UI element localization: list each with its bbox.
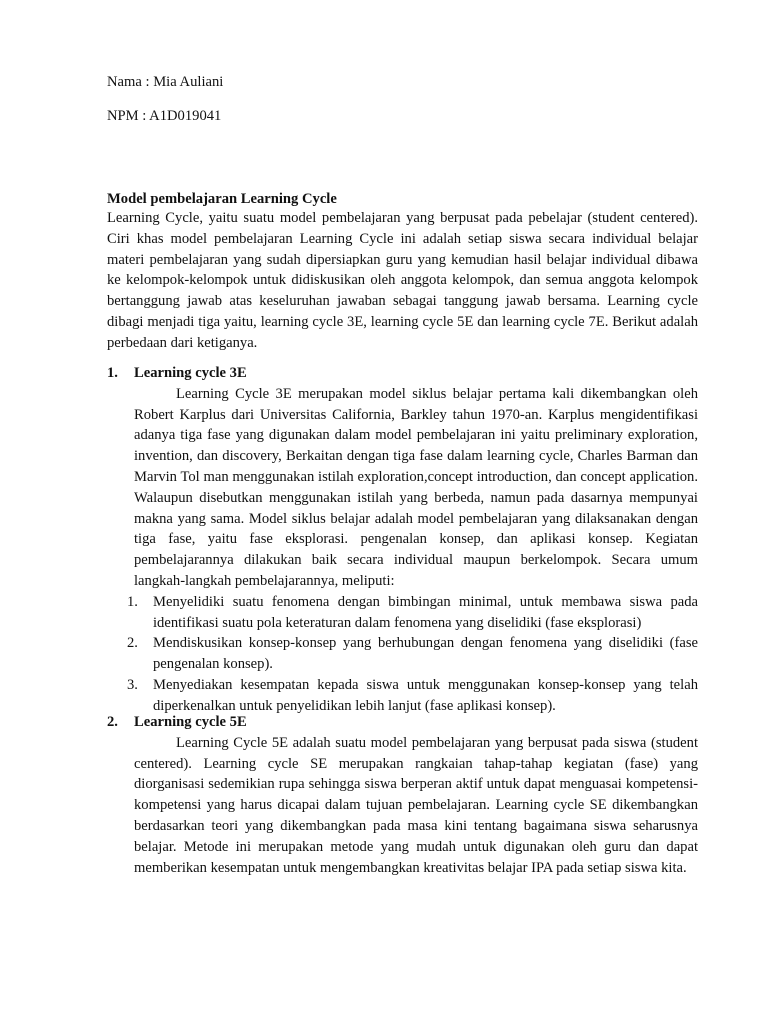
section-learning-cycle-3e	[107, 363, 698, 717]
step-number: 3.	[127, 676, 138, 693]
step-number: 1.	[127, 593, 138, 610]
section-body: Learning Cycle 5E adalah suatu model pembelajaran yang berpusat pada siswa (student centered). Learning cycle SE merupakan rangkaian tahap-tahap kegiatan (fase) yang diorganisasi sedemikian rupa sehingga siswa berperan aktif untuk dapat menguasai kompetensi-kompetensi yang harus dicapai dalam tujuan pembelajaran. Learning cycle SE dikembangkan berdasarkan teori yang dikembangkan pada masa kini tentang bagaimana siswa seharusnya belajar. Metode ini merupakan metode yang mudah untuk digunakan oleh guru dan dapat memberikan kesempatan untuk mengembangkan kreativitas belajar IPA pada setiap siswa kita.	[134, 734, 698, 876]
section-heading	[107, 712, 698, 733]
list-item	[107, 592, 698, 634]
student-name-line: Nama : Mia Auliani	[107, 74, 224, 90]
section-heading-text: Learning cycle 5E	[134, 714, 247, 730]
document-title: Model pembelajaran Learning Cycle	[107, 190, 337, 207]
section-heading-text: Learning cycle 3E	[134, 365, 247, 381]
list-item	[107, 675, 698, 717]
steps-list	[107, 592, 698, 717]
step-text: Mendiskusikan konsep-konsep yang berhubungan dengan fenomena yang diselidiki (fase pengenalan konsep).	[153, 635, 698, 673]
section-number: 2.	[107, 714, 118, 730]
list-item	[107, 633, 698, 675]
intro-paragraph: Learning Cycle, yaitu suatu model pembelajaran yang berpusat pada pebelajar (student centered). Ciri khas model pembelajaran Learning Cycle ini adalah setiap siswa secara individual belajar materi pembelajaran yang sudah dipersiapkan guru yang kemudian hasil belajar individual dibawa ke kelompok-kelompok untuk didiskusikan oleh anggota kelompok, dan semua anggota kelompok bertanggung jawab atas keseluruhan jawaban sebagai tanggung jawab bersama. Learning cycle dibagi menjadi tiga yaitu, learning cycle 3E, learning cycle 5E dan learning cycle 7E. Berikut adalah perbedaan dari ketiganya.	[107, 210, 698, 351]
section-heading	[107, 363, 698, 384]
step-text: Menyelidiki suatu fenomena dengan bimbingan minimal, untuk membawa siswa pada identifikasi suatu pola keteraturan dalam fenomena yang diselidiki (fase eksplorasi)	[153, 593, 698, 631]
student-npm-line: NPM : A1D019041	[107, 108, 222, 124]
section-body: Learning Cycle 3E merupakan model siklus belajar pertama kali dikembangkan oleh Robert Karplus dari Universitas California, Barkley tahun 1970-an. Karplus mengidentifikasi adanya tiga fase yang digunakan dalam model pembelajaran ini yaitu preliminary exploration, invention, dan discovery, Berkaitan dengan tiga fase dalam learning cycle, Charles Barman dan Marvin Tol man menggunakan istilah exploration,concept introduction, dan concept application. Walaupun disebutkan menggunakan istilah yang berbeda, namun pada dasarnya mempunyai makna yang sama. Model siklus belajar adalah model pembelajaran yang dilaksanakan dengan tiga fase, yaitu fase eksplorasi. pengenalan konsep, dan aplikasi konsep. Kegiatan pembelajarannya dilakukan baik secara individual maupun berkelompok. Secara umum langkah-langkah pembelajarannya, meliputi:	[134, 385, 698, 589]
step-text: Menyediakan kesempatan kepada siswa untuk menggunakan konsep-konsep yang telah diperkenalkan untuk penyelidikan lebih lanjut (fase aplikasi konsep).	[153, 676, 698, 714]
section-number: 1.	[107, 365, 118, 381]
section-learning-cycle-5e	[107, 712, 698, 878]
step-number: 2.	[127, 635, 138, 652]
